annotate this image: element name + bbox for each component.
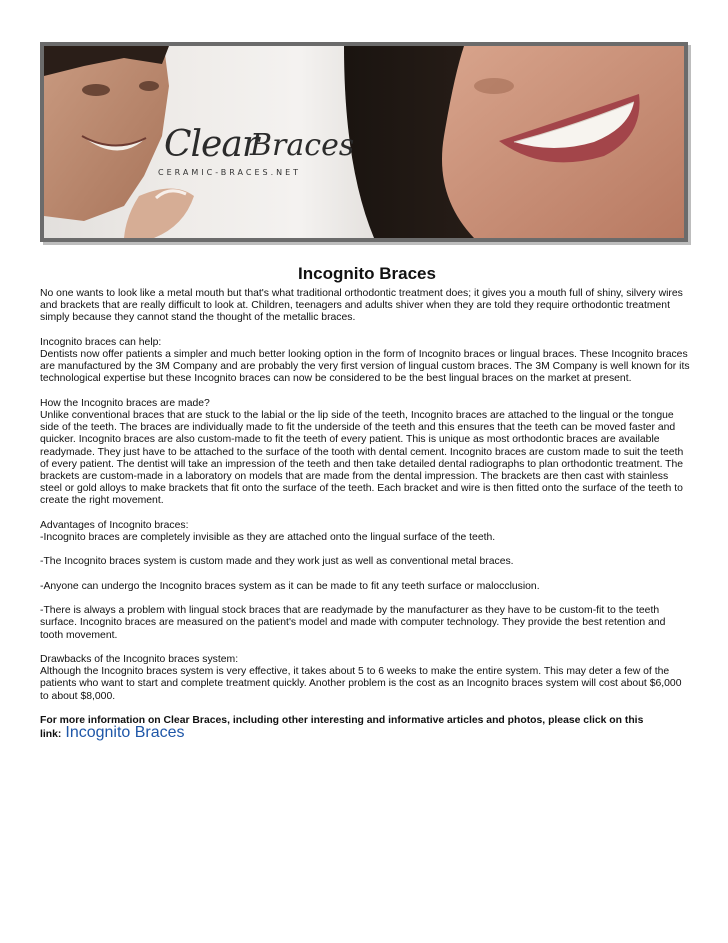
article-content bbox=[40, 264, 690, 754]
made-text: Unlike conventional braces that are stuck to the labial or the lip side of the teeth, Incognito braces are attached to the lingual or the tongue side of the teeth. The braces are individually made to fit the underside of the teeth and this ensures that the teeth can be moved faster and quicker. Incognito braces are also custom-made to fit the teeth of every patient. This is unique as most orthodontic braces are available readymade. They just have to be attached to the surface of the tooth with dental cement. Incognito braces are custom made to suit the teeth of every patient. The dentist will take an impression of the teeth and then take detailed dental radiographs to plan orthodontic treatment. The brackets are custom-made in a laboratory on models that are made from the dental impression. The brackets are then cast with stainless steel or gold alloys to make brackets that fit onto the surface of the teeth. Each bracket and wire is then fitted onto the surface of the teeth to create the right movement. bbox=[40, 410, 684, 507]
help-text: Dentists now offer patients a simpler and much better looking option in the form of Incognito braces or lingual braces. These Incognito braces are manufactured by the 3M Company and are probably the very first version of lingual custom braces. The 3M Company is well known for its technological expertise but these Incognito braces can now be considered to be the best lingual braces on the market at present. bbox=[40, 349, 690, 385]
advantage-item-4: -There is always a problem with lingual stock braces that are readymade by the manufacturer as they have to be custom-fit to the teeth surface. Incognito braces are measured on the patient's model and made with computer technology. They provide the best retention and tooth movement. bbox=[40, 605, 666, 641]
help-heading: Incognito braces can help: bbox=[40, 336, 162, 348]
made-section bbox=[40, 398, 690, 508]
help-section bbox=[40, 337, 690, 386]
footer-text: For more information on Clear Braces, including other interesting and informative articles and photos, please click on this link: bbox=[40, 714, 644, 741]
logo-clear-text: Clear bbox=[164, 124, 259, 165]
drawbacks-section bbox=[40, 654, 690, 703]
banner-frame bbox=[40, 42, 688, 242]
logo-subtitle: CERAMIC-BRACES.NET bbox=[158, 168, 302, 177]
advantages-section bbox=[40, 520, 690, 544]
intro-paragraph: No one wants to look like a metal mouth but that's what traditional orthodontic treatment does; it gives you a mouth full of shiny, silvery wires and brackets that are really difficult to look at. Children, teenagers and adults shiver when they are told they require orthodontic treatment simply because they cannot stand the thought of the metallic braces. bbox=[40, 288, 683, 324]
drawbacks-heading: Drawbacks of the Incognito braces system: bbox=[40, 653, 239, 665]
advantage-item-3: -Anyone can undergo the Incognito braces system as it can be made to fit any teeth surface or malocclusion. bbox=[40, 580, 540, 592]
logo-braces-text: Braces bbox=[250, 128, 355, 163]
incognito-braces-link[interactable]: Incognito Braces bbox=[65, 724, 185, 742]
header-banner-image bbox=[44, 46, 684, 238]
advantages-heading: Advantages of Incognito braces: bbox=[40, 519, 189, 531]
drawbacks-text: Although the Incognito braces system is very effective, it takes about 5 to 6 weeks to make the entire system. This may deter a few of the patients who want to start and complete treatment quickly. Another problem is the cost as an Incognito braces system will cost about $6,000 to about $8,000. bbox=[40, 666, 682, 702]
made-heading: How the Incognito braces are made? bbox=[40, 397, 210, 409]
advantage-item-2: -The Incognito braces system is custom made and they work just as well as conventional metal braces. bbox=[40, 556, 514, 568]
footer-paragraph bbox=[40, 715, 690, 741]
advantage-item-1: -Incognito braces are completely invisible as they are attached onto the lingual surface of the teeth. bbox=[40, 532, 496, 544]
article-title: Incognito Braces bbox=[298, 264, 436, 283]
clear-braces-logo bbox=[158, 124, 388, 184]
